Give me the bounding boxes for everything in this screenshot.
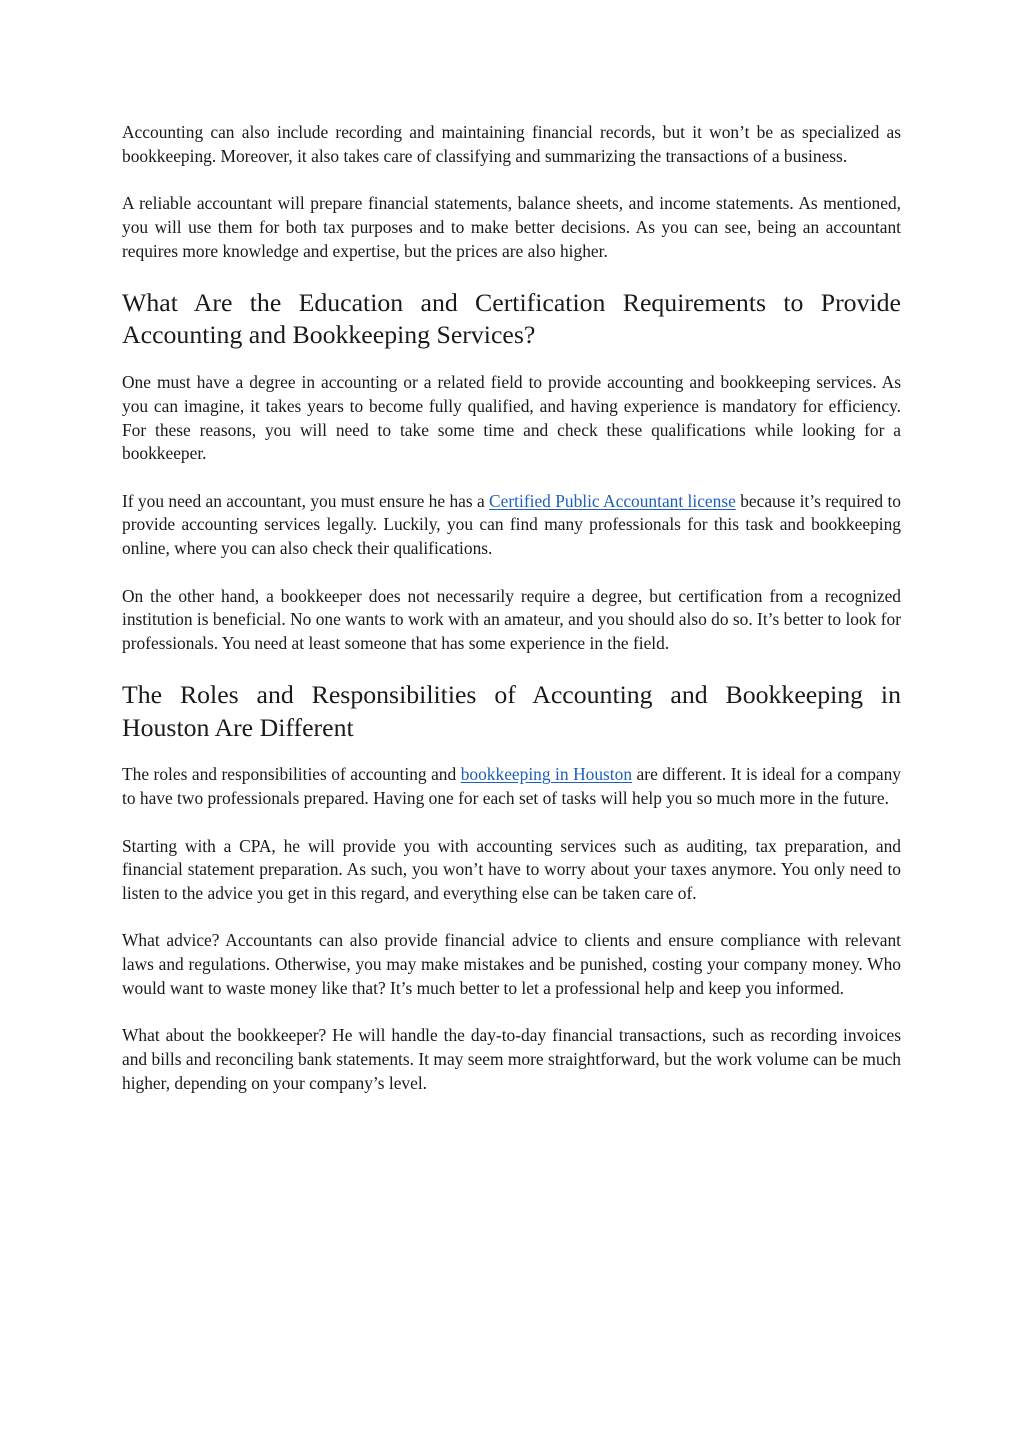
document-page — [122, 121, 901, 1119]
cpa-license-link[interactable]: Certified Public Accountant license — [489, 490, 736, 511]
heading-roles-responsibilities: The Roles and Responsibilities of Accounting and Bookkeeping in Houston Are Different — [122, 680, 901, 742]
paragraph-financial-advice: What advice? Accountants can also provide financial advice to clients and ensure compliance with relevant laws and regulations. Otherwise, you may make mistakes and be punished, costing your company money. Who would want to waste money like that? It’s much better to let a professional help and keep you informed. — [122, 930, 901, 999]
paragraph-degree-requirement: One must have a degree in accounting or a related field to provide accounting and bookkeeping services. As you can imagine, it takes years to become fully qualified, and having experience is mandatory for efficiency. For these reasons, you will need to take some time and check these qualifications while looking for a bookkeeper. — [122, 371, 901, 464]
paragraph-cpa-text-before: If you need an accountant, you must ensure he has a — [122, 490, 490, 511]
paragraph-accounting-records: Accounting can also include recording and maintaining financial records, but it won’t be as specialized as bookkeeping. Moreover, it also takes care of classifying and summarizing the transactions of a business. — [122, 122, 901, 166]
paragraph-roles-different — [122, 763, 901, 811]
paragraph-bookkeeper-certification: On the other hand, a bookkeeper does not necessarily require a degree, but certification from a recognized institution is beneficial. No one wants to work with an amateur, and you should also do so. It’s better to look for professionals. You need at least someone that has some experience in the field. — [122, 585, 901, 654]
heading-education-certification: What Are the Education and Certification Requirements to Provide Accounting and Bookkeeping Services? — [122, 287, 901, 350]
paragraph-cpa-services: Starting with a CPA, he will provide you with accounting services such as auditing, tax preparation, and financial statement preparation. As such, you won’t have to worry about your taxes anymore. You only need to listen to the advice you get in this regard, and everything else can be taken care of. — [122, 835, 901, 904]
paragraph-bookkeeper-duties: What about the bookkeeper? He will handle the day-to-day financial transactions, such as recording invoices and bills and reconciling bank statements. It may seem more straightforward, but the work volume can be much higher, depending on your company’s level. — [122, 1025, 901, 1093]
paragraph-roles-text-after: are different. It is ideal for a company to have two professionals prepared. Having one for each set of tasks will help you so much more in the future. — [122, 764, 902, 809]
bookkeeping-houston-link[interactable]: bookkeeping in Houston — [460, 764, 633, 785]
paragraph-roles-text-before: The roles and responsibilities of accounting and — [122, 764, 461, 785]
paragraph-cpa-license — [122, 490, 901, 561]
paragraph-cpa-text-after: because it’s required to provide accounting services legally. Luckily, you can find many professionals for this task and bookkeeping online, where you can also check their qualifications. — [122, 490, 902, 559]
paragraph-reliable-accountant: A reliable accountant will prepare financial statements, balance sheets, and income statements. As mentioned, you will use them for both tax purposes and to make better decisions. As you can see, being an accountant requires more knowledge and expertise, but the prices are also higher. — [122, 193, 901, 261]
